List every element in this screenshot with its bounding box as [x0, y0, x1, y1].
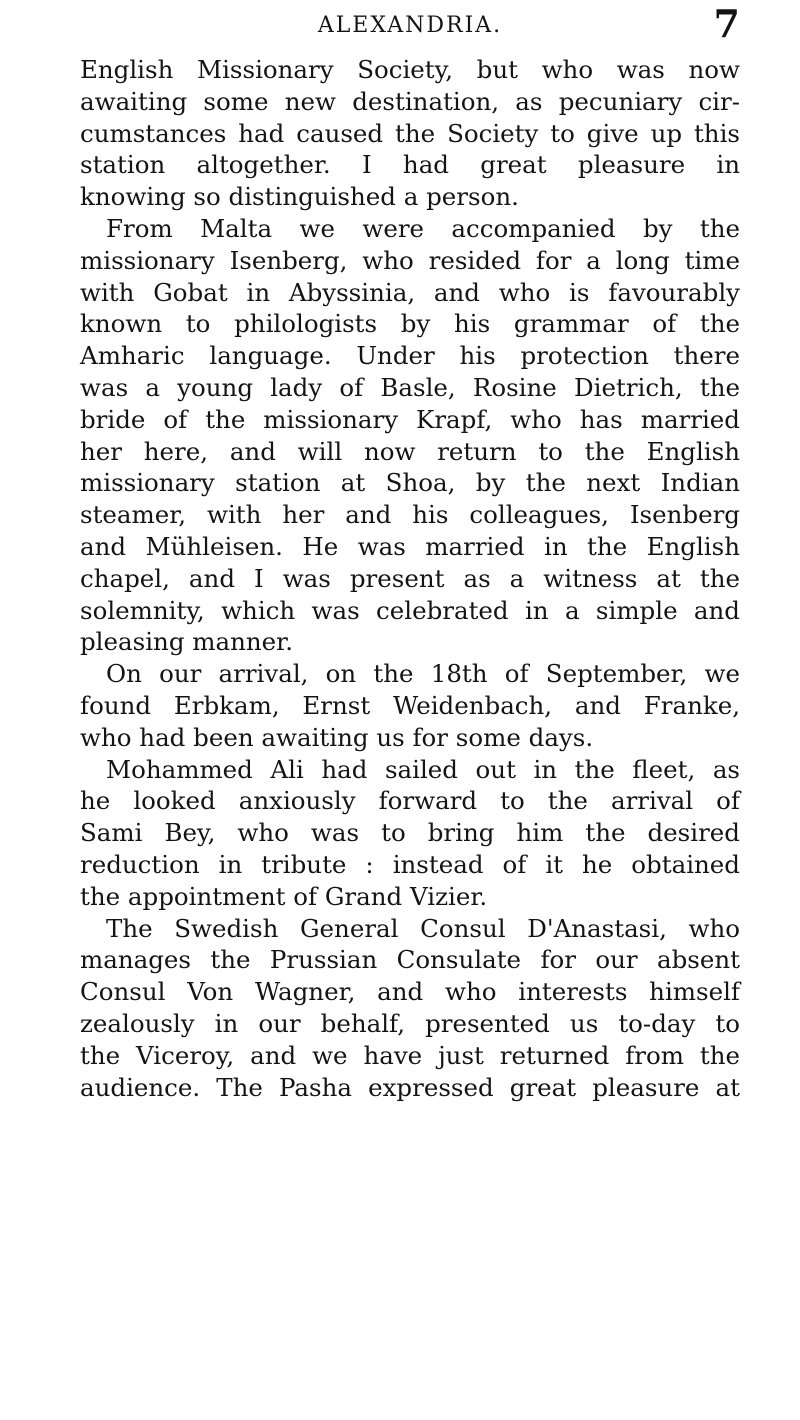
text-line: solemnity, which was celebrated in a simple and [80, 595, 740, 625]
text-line: audience. The Pasha expressed great pleasure at [80, 1072, 740, 1102]
text-line: found Erbkam, Ernst Weidenbach, and Franke, [80, 690, 740, 720]
text-line: Mohammed Ali had sailed out in the fleet, as [106, 754, 740, 784]
running-title: ALEXANDRIA. [317, 13, 503, 38]
running-head [80, 1, 740, 46]
text-line: manages the Prussian Consulate for our absent [80, 945, 740, 975]
paragraph [80, 913, 740, 1104]
text-line: with Gobat in Abyssinia, and who is favourably [80, 277, 740, 307]
text-line: English Missionary Society, but who was now [80, 55, 740, 84]
text-line: pleasing manner. [80, 627, 293, 657]
paragraph [80, 754, 740, 913]
text-line: who had been awaiting us for some days. [80, 722, 594, 752]
text-line: Sami Bey, who was to bring him the desired [80, 818, 740, 848]
text-line: missionary Isenberg, who resided for a long time [80, 245, 740, 275]
text-line: Amharic language. Under his protection there [80, 341, 740, 371]
text-line: cumstances had caused the Society to give up this [80, 118, 740, 148]
text-line: he looked anxiously forward to the arrival of [80, 786, 740, 816]
text-line: zealously in our behalf, presented us to-day to [80, 1008, 740, 1038]
text-line: bride of the missionary Krapf, who has married [80, 404, 740, 434]
text-line: missionary station at Shoa, by the next Indian [80, 468, 740, 498]
paragraph [80, 54, 740, 213]
text-line: The Swedish General Consul D'Anastasi, who [106, 913, 740, 943]
text-line: steamer, with her and his colleagues, Isenberg [80, 500, 740, 530]
text-line: Consul Von Wagner, and who interests himself [80, 977, 740, 1007]
text-line: knowing so distinguished a person. [80, 182, 519, 212]
paragraph [80, 658, 740, 753]
text-line: station altogether. I had great pleasure in [80, 150, 740, 180]
text-line: known to philologists by his grammar of the [80, 309, 740, 339]
text-line: the appointment of Grand Vizier. [80, 881, 488, 911]
text-line: awaiting some new destination, as pecuniary cir- [80, 86, 740, 116]
paragraph [80, 213, 740, 658]
text-line: chapel, and I was present as a witness at the [80, 563, 740, 593]
text-line: From Malta we were accompanied by the [106, 213, 740, 243]
text-line: her here, and will now return to the English [80, 436, 740, 466]
body-text [80, 54, 740, 1103]
text-line: the Viceroy, and we have just returned from the [80, 1040, 740, 1070]
text-line: was a young lady of Basle, Rosine Dietrich, the [80, 372, 740, 402]
page-number: 7 [713, 1, 740, 46]
text-line: reduction in tribute : instead of it he obtained [80, 849, 740, 879]
text-line: and Mühleisen. He was married in the English [80, 531, 740, 561]
text-line: On our arrival, on the 18th of September, we [106, 659, 740, 689]
